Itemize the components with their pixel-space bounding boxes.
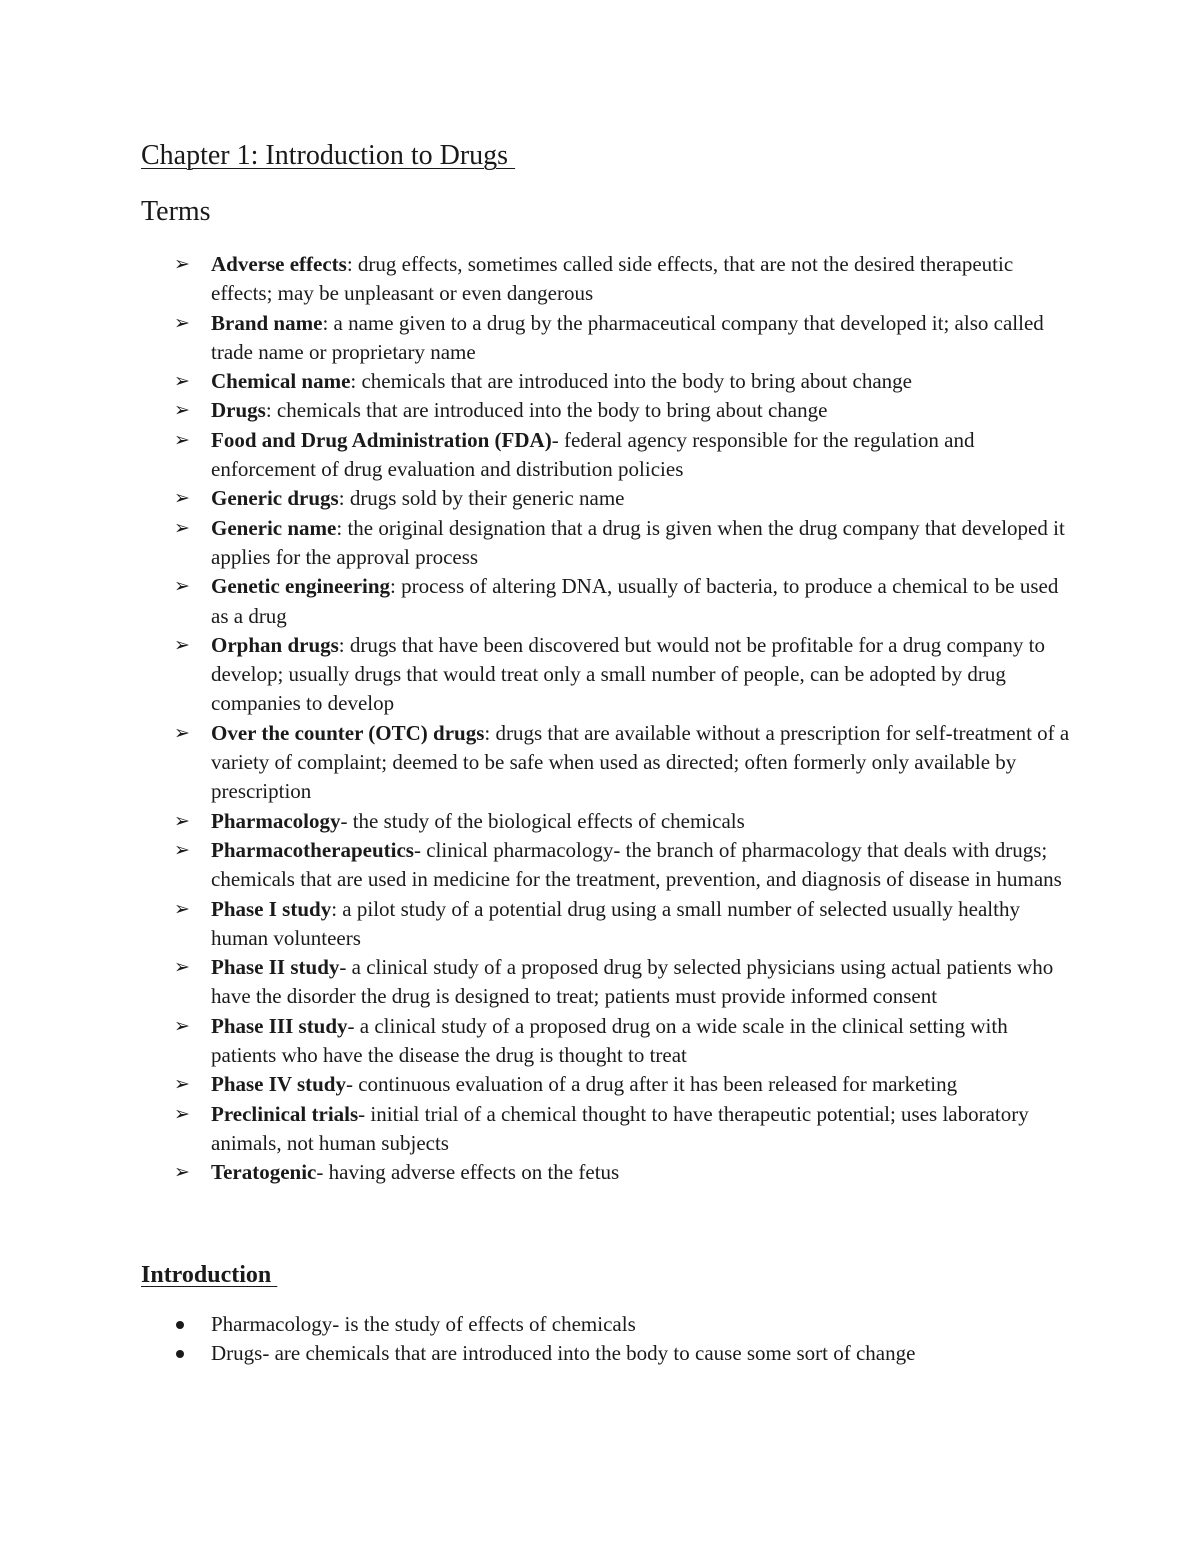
- term-item: [0, 1012, 1071, 1071]
- term-definition: - having adverse effects on the fetus: [316, 1160, 620, 1185]
- arrow-bullet-icon: ➢: [174, 1161, 190, 1184]
- term-name: Orphan drugs: [211, 632, 339, 657]
- term-name: Phase II study: [211, 955, 340, 980]
- term-item: [0, 484, 1071, 513]
- term-name: Drugs: [211, 398, 266, 423]
- term-name: Pharmacology: [211, 808, 341, 833]
- term-definition: : a pilot study of a potential drug using a small number of selected usually healthy human volunteers: [211, 896, 1020, 950]
- arrow-bullet-icon: ➢: [174, 809, 190, 832]
- term-item: [0, 426, 1071, 485]
- term-definition: - federal agency responsible for the regulation and enforcement of drug evaluation and distribution policies: [211, 427, 975, 482]
- term-name: Food and Drug Administration (FDA): [211, 427, 552, 452]
- term-definition: : the original designation that a drug is given when the drug company that developed it applies for the approval process: [211, 515, 1065, 569]
- term-item: [0, 719, 1071, 807]
- chapter-title: Chapter 1: Introduction to Drugs: [141, 140, 516, 171]
- term-definition: : chemicals that are introduced into the body to bring about change: [350, 369, 912, 394]
- arrow-bullet-icon: ➢: [174, 516, 190, 539]
- dot-bullet-icon: [176, 1321, 184, 1329]
- arrow-bullet-icon: ➢: [174, 633, 190, 656]
- term-name: Phase IV study: [211, 1072, 346, 1097]
- term-definition: : drug effects, sometimes called side effects, that are not the desired therapeutic effects; may be unpleasant or even dangerous: [211, 252, 1014, 306]
- term-name: Chemical name: [211, 369, 351, 394]
- term-item: [0, 514, 1071, 573]
- term-name: Over the counter (OTC) drugs: [211, 720, 485, 745]
- arrow-bullet-icon: ➢: [174, 487, 190, 510]
- dot-bullet-icon: [176, 1350, 184, 1358]
- term-definition: - the study of the biological effects of chemicals: [340, 808, 745, 833]
- arrow-bullet-icon: ➢: [174, 1073, 190, 1096]
- term-item: [0, 367, 1071, 396]
- arrow-bullet-icon: ➢: [174, 838, 190, 861]
- term-item: [0, 807, 1071, 836]
- arrow-bullet-icon: ➢: [174, 575, 190, 598]
- term-definition: - a clinical study of a proposed drug on a wide scale in the clinical setting with patients who have the disease the drug is thought to treat: [211, 1013, 1008, 1068]
- arrow-bullet-icon: ➢: [174, 428, 190, 451]
- list-item-text: Drugs- are chemicals that are introduced into the body to cause some sort of change: [211, 1341, 916, 1366]
- introduction-list: [0, 1310, 1200, 1369]
- arrow-bullet-icon: ➢: [174, 399, 190, 422]
- arrow-bullet-icon: ➢: [174, 897, 190, 920]
- term-name: Preclinical trials: [211, 1101, 359, 1126]
- term-definition: - a clinical study of a proposed drug by selected physicians using actual patients who have the disorder the drug is designed to treat; patients must provide informed consent: [211, 955, 1054, 1009]
- term-item: [0, 250, 1071, 309]
- list-item-text: Pharmacology- is the study of effects of chemicals: [211, 1312, 636, 1336]
- term-definition: : drugs that have been discovered but would not be profitable for a drug company to develop; usually drugs that would treat only a small number of people, can be adopted by drug companies to develop: [211, 632, 1046, 716]
- term-item: [0, 1070, 1071, 1099]
- term-name: Phase I study: [211, 896, 332, 921]
- term-item: [0, 309, 1071, 368]
- term-name: Pharmacotherapeutics: [211, 837, 414, 862]
- term-definition: - continuous evaluation of a drug after it has been released for marketing: [345, 1072, 958, 1097]
- list-item: [0, 1339, 1071, 1368]
- term-definition: - initial trial of a chemical thought to have therapeutic potential; uses laboratory animals, not human subjects: [211, 1101, 1029, 1155]
- term-item: [0, 895, 1071, 954]
- arrow-bullet-icon: ➢: [174, 311, 190, 334]
- term-item: [0, 836, 1071, 895]
- arrow-bullet-icon: ➢: [174, 956, 190, 979]
- introduction-heading: Introduction: [141, 1262, 278, 1288]
- arrow-bullet-icon: ➢: [174, 253, 190, 275]
- list-item: [0, 1310, 1071, 1339]
- term-item: [0, 953, 1071, 1012]
- term-item: [0, 1158, 1071, 1187]
- term-definition: - clinical pharmacology- the branch of pharmacology that deals with drugs; chemicals that are used in medicine for the treatment, prevention, and diagnosis of disease in humans: [211, 837, 1062, 892]
- term-name: Teratogenic: [211, 1160, 317, 1185]
- arrow-bullet-icon: ➢: [174, 370, 190, 393]
- term-name: Generic name: [211, 515, 337, 540]
- term-item: [0, 572, 1071, 631]
- term-name: Genetic engineering: [211, 574, 391, 599]
- term-item: [0, 631, 1071, 719]
- term-definition: : drugs that are available without a prescription for self-treatment of a variety of complaint; deemed to be safe when used as directed; often formerly only available by prescription: [211, 720, 1070, 804]
- arrow-bullet-icon: ➢: [174, 1014, 190, 1037]
- term-name: Phase III study: [211, 1013, 348, 1038]
- term-definition: : drugs sold by their generic name: [338, 486, 625, 511]
- terms-heading: Terms: [141, 196, 211, 227]
- term-name: Brand name: [211, 310, 323, 335]
- term-name: Adverse effects: [211, 252, 347, 276]
- term-item: [0, 1100, 1071, 1159]
- terms-list: [0, 250, 1200, 1188]
- term-definition: : process of altering DNA, usually of bacteria, to produce a chemical to be used as a drug: [211, 574, 1059, 628]
- arrow-bullet-icon: ➢: [174, 1102, 190, 1125]
- arrow-bullet-icon: ➢: [174, 721, 190, 744]
- term-definition: : chemicals that are introduced into the body to bring about change: [265, 398, 828, 423]
- term-item: [0, 396, 1071, 425]
- term-definition: : a name given to a drug by the pharmaceutical company that developed it; also called trade name or proprietary name: [211, 310, 1044, 364]
- term-name: Generic drugs: [211, 486, 339, 511]
